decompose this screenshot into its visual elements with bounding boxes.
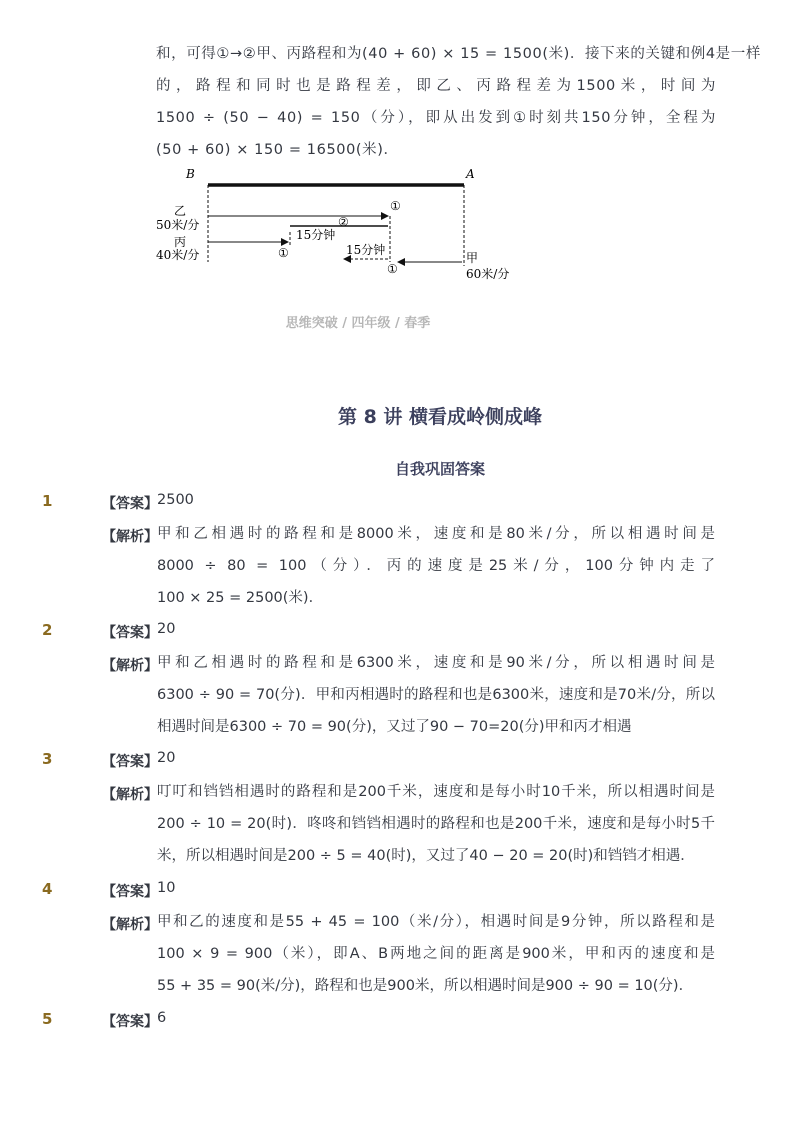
bing-label: 丙 <box>174 235 187 249</box>
answer-value: 2500 <box>157 492 194 508</box>
answer-tag: 【答案】 <box>102 1014 158 1030</box>
analysis-text <box>157 776 715 872</box>
meeting-diagram <box>150 166 530 288</box>
yi-speed: 50米/分 <box>156 218 200 232</box>
circle-1-bing: ① <box>278 246 289 260</box>
analysis-line: 叮叮和铛铛相遇时的路程和是200千米，速度和是每小时10千米，所以相遇时间是 <box>157 784 715 800</box>
analysis-line: 55 + 35 = 90(米/分)，路程和也是900米，所以相遇时间是900 ÷ 90 = 10(分)． <box>157 978 694 994</box>
analysis-tag: 【解析】 <box>102 658 158 674</box>
gap-1-label: 15分钟 <box>296 228 336 242</box>
analysis-line: 相遇时间是6300 ÷ 70 = 90(分)，又过了90 − 70=20(分)甲和丙才相遇 <box>157 719 632 735</box>
intro-line: 和，可得①→②甲、丙路程和为(40 + 60) × 15 = 1500(米)．接下来的关键和例4是一样 <box>156 46 761 62</box>
answer-value: 20 <box>157 750 176 766</box>
jia-label: 甲 <box>466 251 479 265</box>
jia-speed: 60米/分 <box>466 267 510 281</box>
bing-speed: 40米/分 <box>156 248 200 262</box>
analysis-line: 甲和乙相遇时的路程和是8000米，速度和是80米/分，所以相遇时间是 <box>157 526 715 542</box>
analysis-line: 100 × 9 = 900（米），即A、B两地之间的距离是900米，甲和丙的速度和是 <box>157 946 715 962</box>
answer-tag: 【答案】 <box>102 754 158 770</box>
question-number: 3 <box>42 750 53 768</box>
answer-tag: 【答案】 <box>102 496 158 512</box>
lecture-title: 第 8 讲 横看成岭侧成峰 <box>337 406 543 428</box>
analysis-text <box>157 518 715 614</box>
analysis-line: 甲和乙相遇时的路程和是6300米，速度和是90米/分，所以相遇时间是 <box>157 655 715 671</box>
question-number: 2 <box>42 621 53 639</box>
analysis-line: 200 ÷ 10 = 20(时)．咚咚和铛铛相遇时的路程和也是200千米，速度和是每小时5千 <box>157 816 715 832</box>
circle-1-yi: ① <box>390 199 401 213</box>
question-number: 5 <box>42 1010 53 1028</box>
circle-2: ② <box>338 215 349 229</box>
yi-label: 乙 <box>174 204 187 218</box>
intro-paragraph <box>156 38 761 166</box>
analysis-line: 甲和乙的速度和是55 + 45 = 100（米/分），相遇时间是9分钟，所以路程和是 <box>157 914 715 930</box>
gap-2-label: 15分钟 <box>346 243 386 257</box>
analysis-text <box>157 906 715 1002</box>
answer-value: 20 <box>157 621 176 637</box>
answer-value: 10 <box>157 880 176 896</box>
analysis-line: 8000 ÷ 80 = 100（分）．丙的速度是25米/分，100分钟内走了 <box>157 558 715 574</box>
analysis-tag: 【解析】 <box>102 787 158 803</box>
circle-1-jia: ① <box>387 262 398 276</box>
analysis-tag: 【解析】 <box>102 529 158 545</box>
point-a-label: A <box>466 167 475 181</box>
intro-line: 1500 ÷ (50 − 40) = 150（分），即从出发到①时刻共150分钟，全程为 <box>156 110 716 126</box>
section-title: 自我巩固答案 <box>394 460 485 478</box>
answer-tag: 【答案】 <box>102 884 158 900</box>
analysis-line: 米，所以相遇时间是200 ÷ 5 = 40(时)，又过了40 − 20 = 20(时)和铛铛才相遇． <box>157 848 695 864</box>
analysis-line: 100 × 25 = 2500(米)． <box>157 590 324 606</box>
intro-line: (50 + 60) × 150 = 16500(米)． <box>156 142 399 158</box>
analysis-text <box>157 647 715 743</box>
point-b-label: B <box>186 167 195 181</box>
analysis-line: 6300 ÷ 90 = 70(分)．甲和丙相遇时的路程和也是6300米，速度和是70米/分，所以 <box>157 687 715 703</box>
question-number: 1 <box>42 492 53 510</box>
question-number: 4 <box>42 880 53 898</box>
intro-line: 的，路程和同时也是路程差，即乙、丙路程差为1500米，时间为 <box>156 78 716 94</box>
analysis-tag: 【解析】 <box>102 917 158 933</box>
answer-tag: 【答案】 <box>102 625 158 641</box>
answer-value: 6 <box>157 1010 167 1026</box>
page-footer: 思维突破 / 四年级 / 春季 <box>285 316 431 331</box>
